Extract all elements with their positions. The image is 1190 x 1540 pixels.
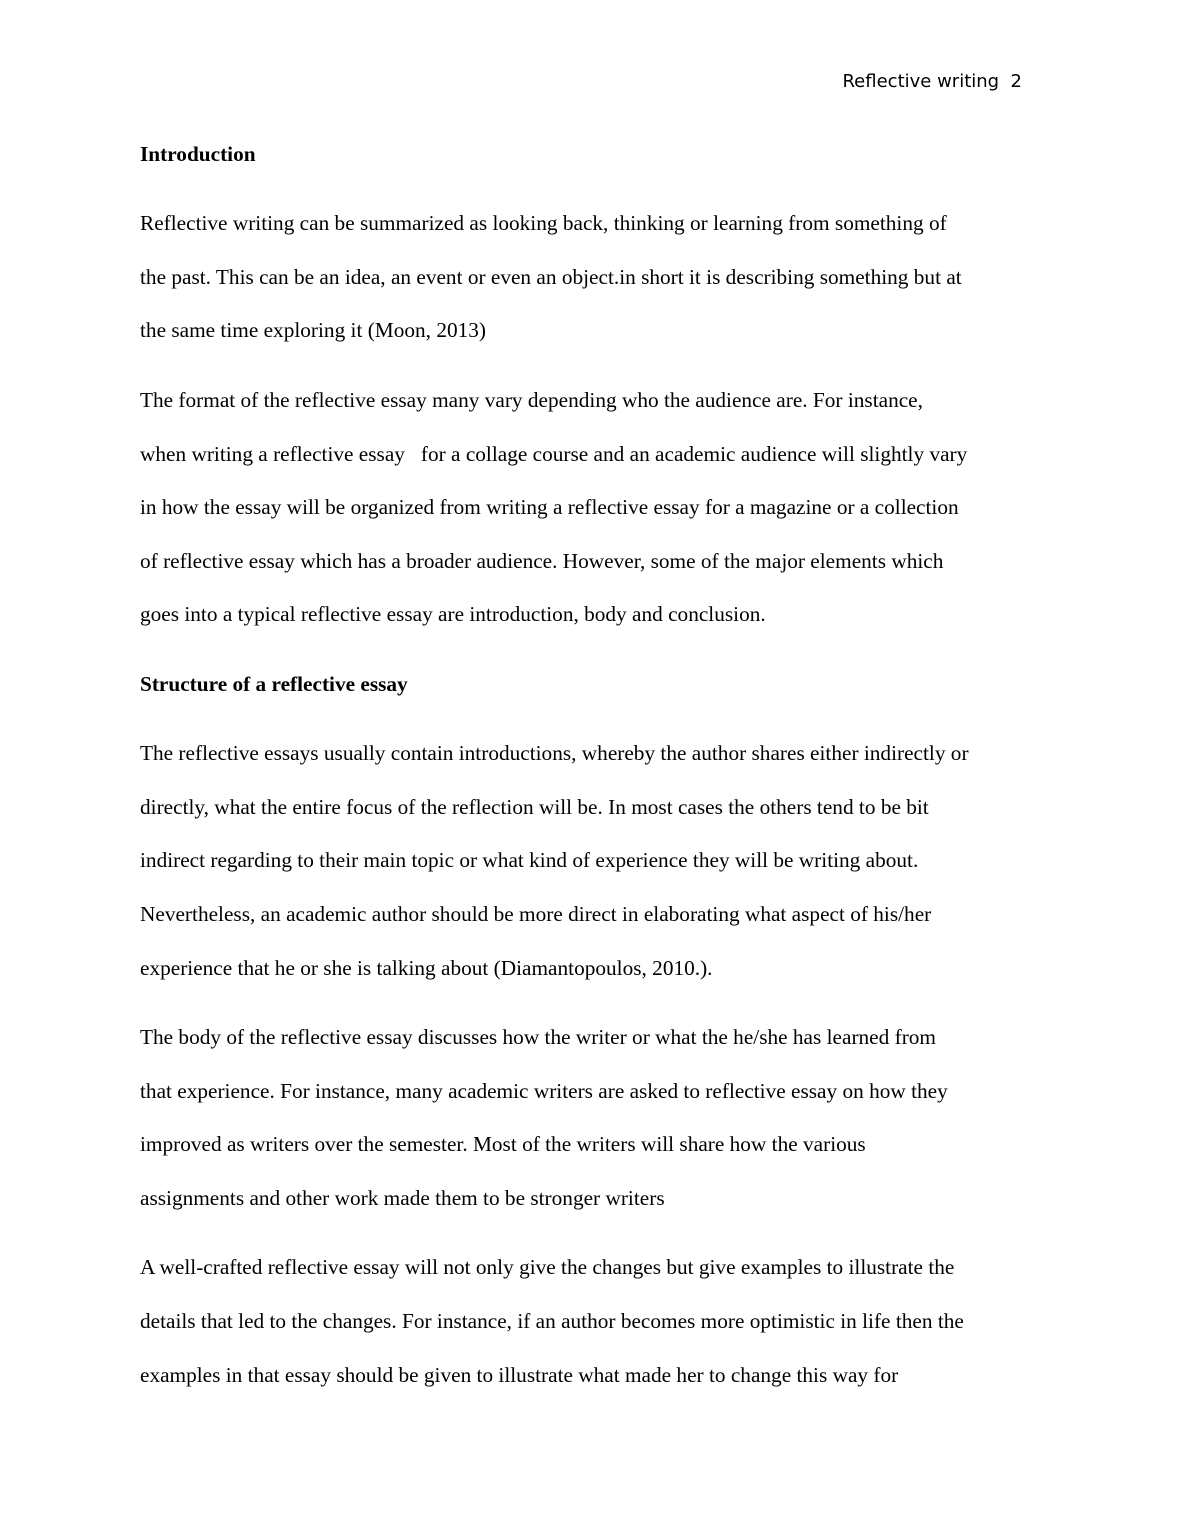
paragraph-line: of reflective essay which has a broader audience. However, some of the major elements which: [140, 549, 944, 573]
page-header: [842, 71, 1022, 92]
paragraph-line: when writing a reflective essay for a collage course and an academic audience will slightly vary: [140, 442, 968, 466]
paragraph-line: the same time exploring it (Moon, 2013): [140, 318, 487, 342]
paragraph-line: details that led to the changes. For instance, if an author becomes more optimistic in life then the: [140, 1309, 964, 1333]
paragraph-line: directly, what the entire focus of the reflection will be. In most cases the others tend to be bit: [140, 795, 929, 819]
paragraph-line: The format of the reflective essay many vary depending who the audience are. For instance,: [140, 388, 923, 412]
paragraph-line: The body of the reflective essay discusses how the writer or what the he/she has learned from: [140, 1025, 937, 1049]
paragraph-line: the past. This can be an idea, an event or even an object.in short it is describing something but at: [140, 265, 962, 289]
paragraph-line: assignments and other work made them to be stronger writers: [140, 1186, 665, 1210]
paragraph-line: The reflective essays usually contain introductions, whereby the author shares either indirectly or: [140, 741, 969, 765]
paragraph-line: Reflective writing can be summarized as looking back, thinking or learning from something of: [140, 211, 947, 235]
paragraph-line: goes into a typical reflective essay are introduction, body and conclusion.: [140, 602, 766, 626]
paragraph-line: indirect regarding to their main topic or what kind of experience they will be writing about.: [140, 848, 919, 872]
section-heading-structure: Structure of a reflective essay: [140, 672, 408, 696]
paragraph-line: examples in that essay should be given to illustrate what made her to change this way for: [140, 1363, 899, 1387]
paragraph-line: Nevertheless, an academic author should be more direct in elaborating what aspect of his/her: [140, 902, 932, 926]
paragraph-line: experience that he or she is talking about (Diamantopoulos, 2010.).: [140, 956, 713, 980]
paragraph-line: in how the essay will be organized from writing a reflective essay for a magazine or a collection: [140, 495, 959, 519]
section-heading-introduction: Introduction: [140, 142, 256, 166]
running-head: Reflective writing: [842, 71, 1000, 92]
page-number: 2: [1010, 71, 1022, 92]
paragraph-line: improved as writers over the semester. Most of the writers will share how the various: [140, 1132, 866, 1156]
paragraph-line: A well-crafted reflective essay will not only give the changes but give examples to illustrate the: [140, 1255, 955, 1279]
paragraph-line: that experience. For instance, many academic writers are asked to reflective essay on how they: [140, 1079, 948, 1103]
